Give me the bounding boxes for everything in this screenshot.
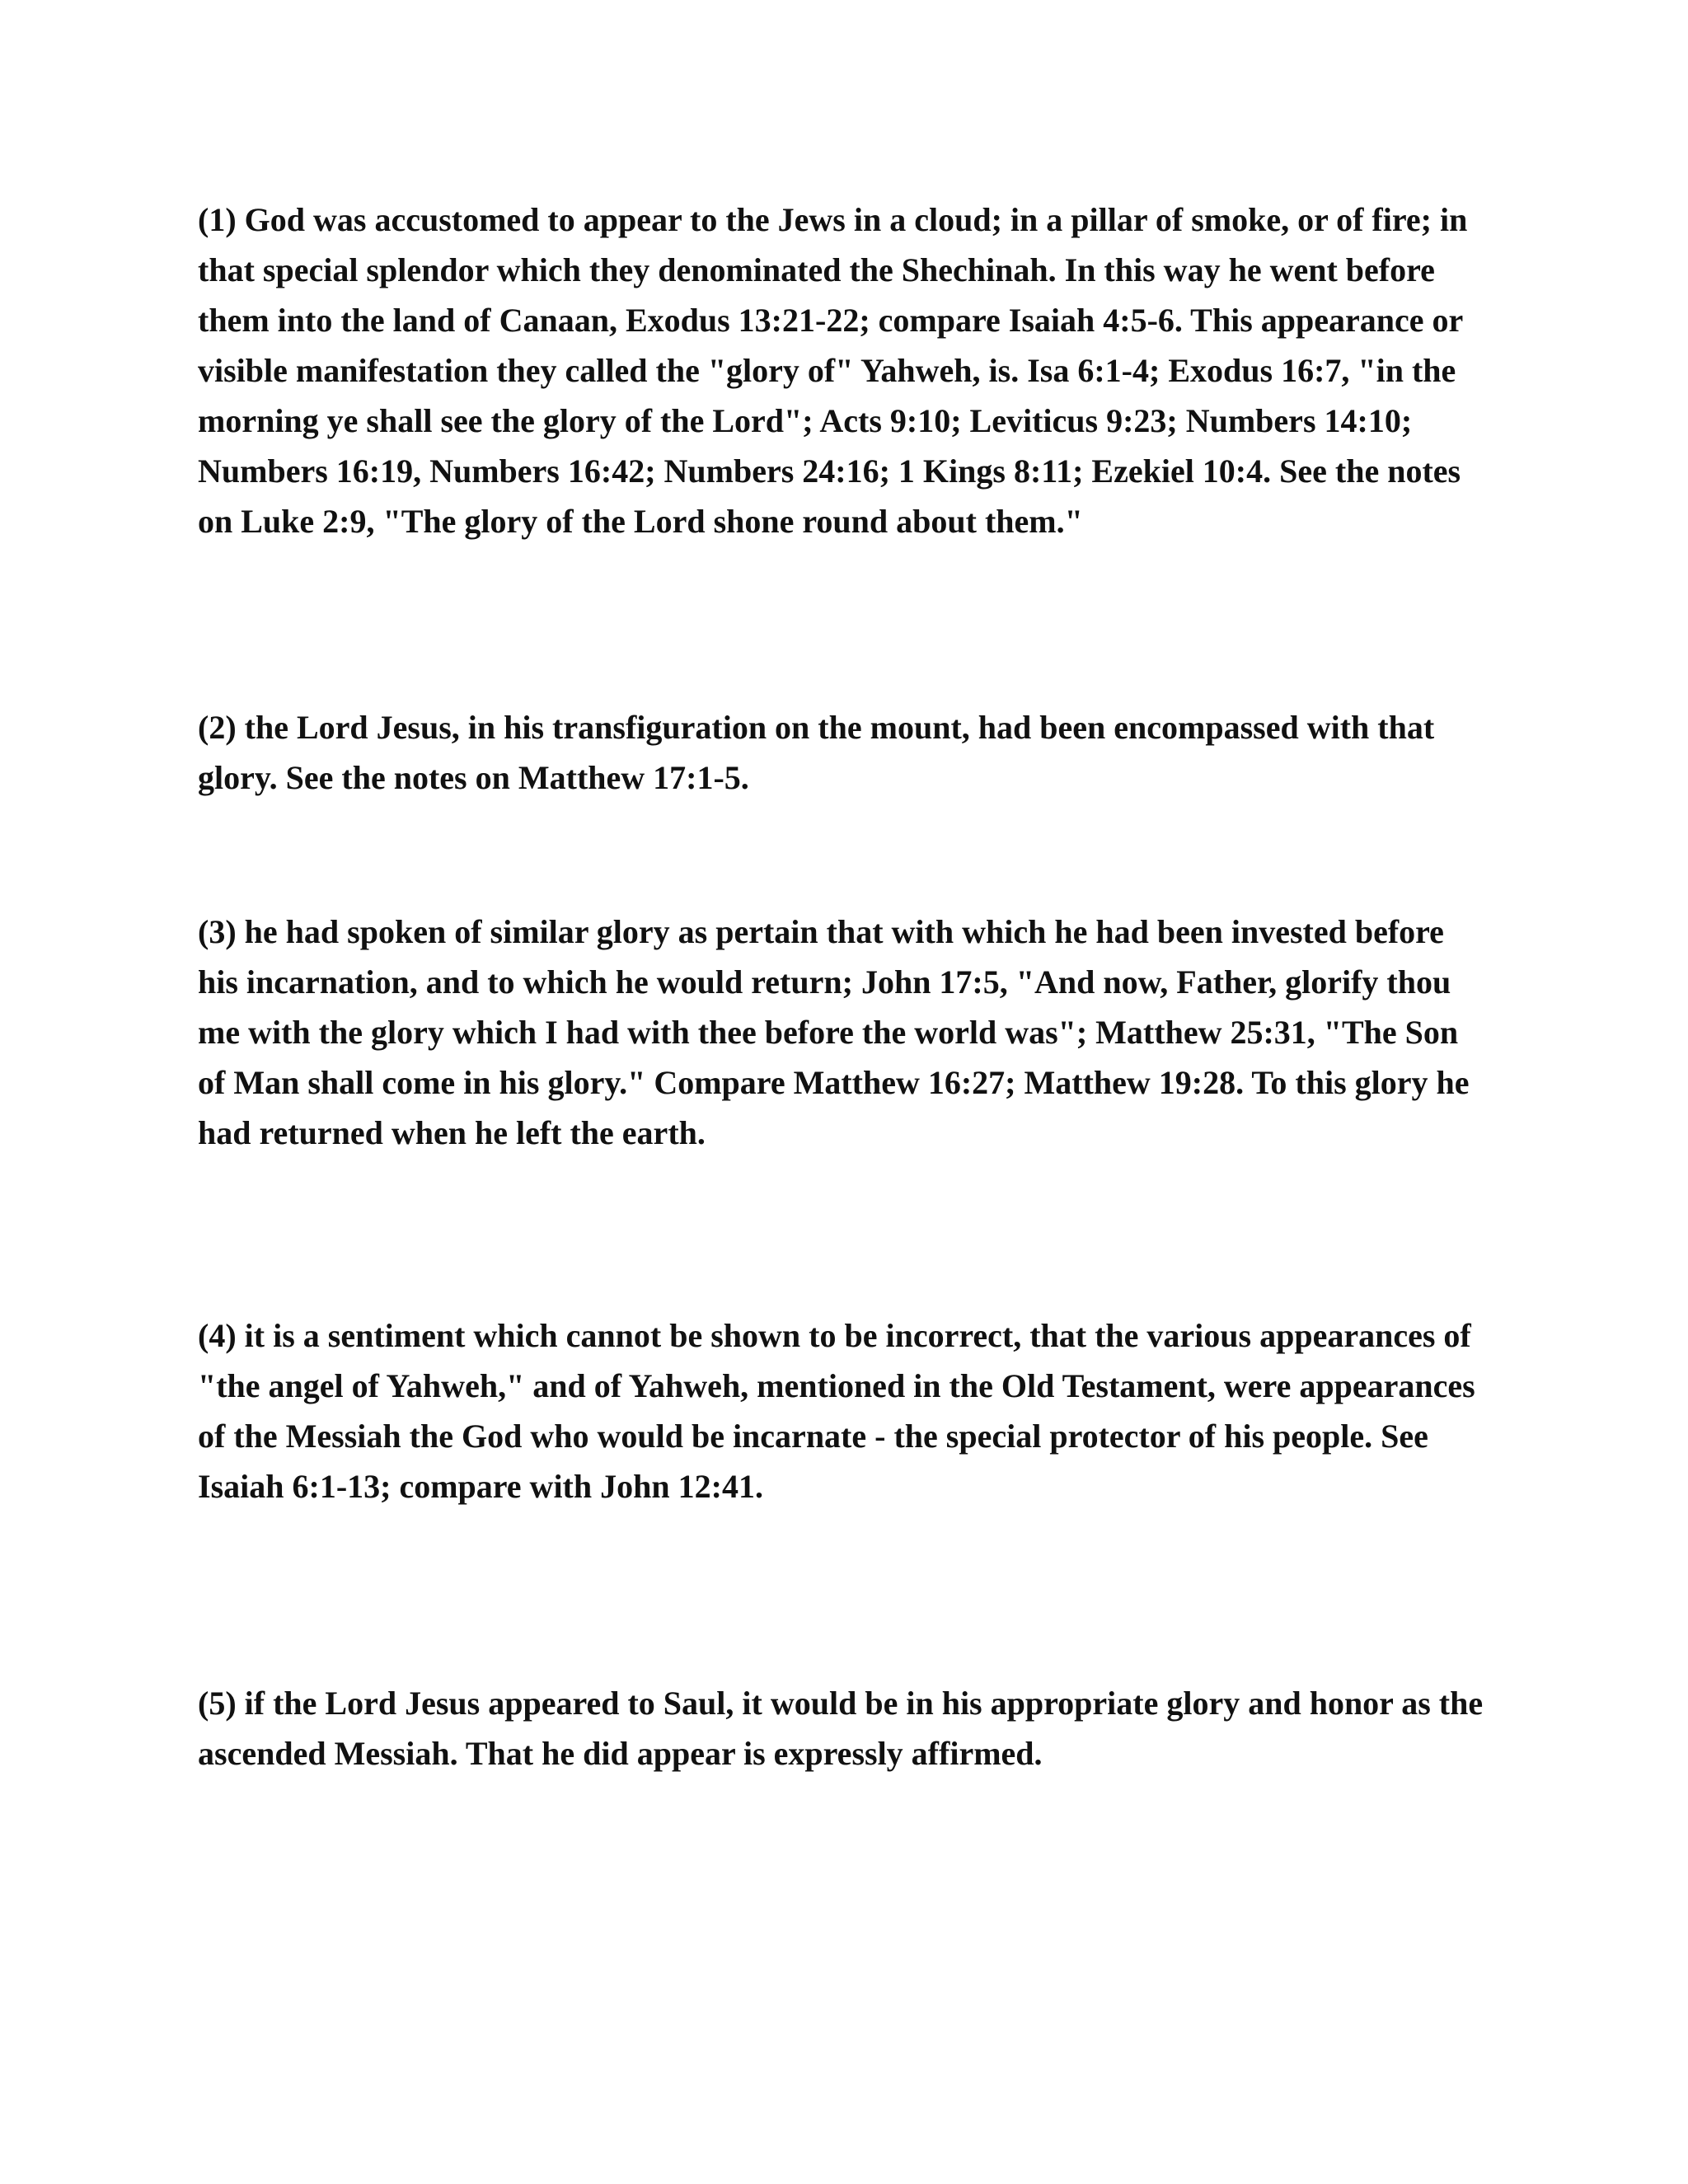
paragraph-1: (1) God was accustomed to appear to the Jews in a cloud; in a pillar of smoke, or of fire; in that special splendor which they denominated the Shechinah. In this way he went before them into the land of Canaan, Exodus 13:21-22; compare Isaiah 4:5-6. This appearance or visible manifestation they called the "glory of" Yahweh, is. Isa 6:1-4; Exodus 16:7, "in the morning ye shall see the glory of the Lord"; Acts 9:10; Leviticus 9:23; Numbers 14:10; Numbers 16:19, Numbers 16:42; Numbers 24:16; 1 Kings 8:11; Ezekiel 10:4. See the notes on Luke 2:9, "The glory of the Lord shone round about them." <box>198 201 1468 540</box>
paragraph-4: (4) it is a sentiment which cannot be shown to be incorrect, that the various appearances of "the angel of Yahweh," and of Yahweh, mentioned in the Old Testament, were appearances of the Messiah the God who would be incarnate - the special protector of his people. See Isaiah 6:1-13; compare with John 12:41. <box>198 1317 1475 1505</box>
paragraph-2: (2) the Lord Jesus, in his transfiguration on the mount, had been encompassed with that glory. See the notes on Matthew 17:1-5. <box>198 709 1435 796</box>
paragraph-3: (3) he had spoken of similar glory as pertain that with which he had been invested before his incarnation, and to which he would return; John 17:5, "And now, Father, glorify thou me with the glory which I had with thee before the world was"; Matthew 25:31, "The Son of Man shall come in his glory." Compare Matthew 16:27; Matthew 19:28. To this glory he had returned when he left the earth. <box>198 913 1470 1151</box>
paragraph-5: (5) if the Lord Jesus appeared to Saul, it would be in his appropriate glory and honor as the ascended Messiah. That he did appear is expressly affirmed. <box>198 1685 1484 1772</box>
